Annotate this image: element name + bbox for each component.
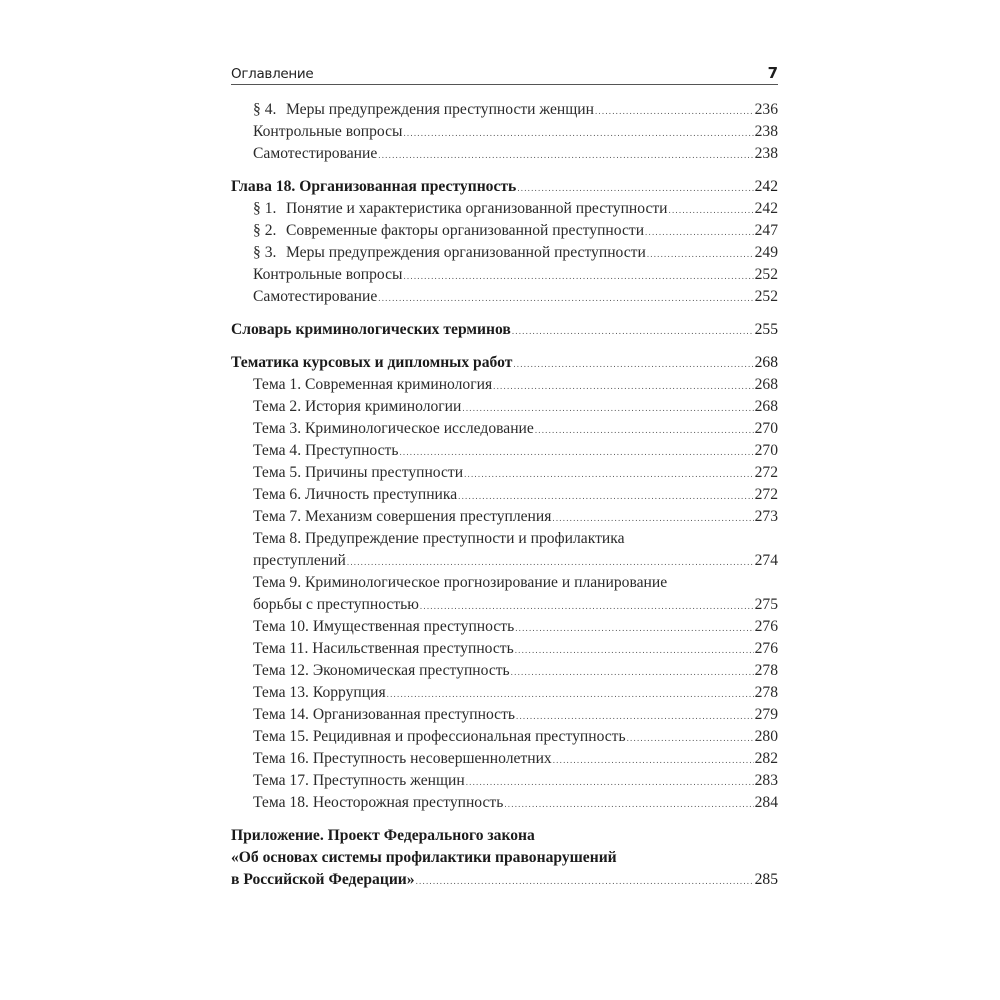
topic-label: Тема 4. Преступность <box>253 442 399 459</box>
chapter-page: 242 <box>754 178 778 195</box>
leader-dots <box>516 705 754 727</box>
chapter-title: Глава 18. Организованная преступность <box>231 178 517 195</box>
topic-row <box>253 550 778 572</box>
topic-row <box>253 748 778 770</box>
leader-dots <box>462 397 753 419</box>
toc-entry[interactable] <box>231 242 778 264</box>
topic-label: Тема 15. Рецидивная и профессиональная преступность <box>253 728 626 745</box>
running-title: Оглавление <box>231 66 314 82</box>
topic-row <box>253 638 778 660</box>
leader-dots <box>387 683 754 705</box>
entry-page: 249 <box>754 244 778 261</box>
topic-row <box>253 462 778 484</box>
topic-page: 272 <box>754 464 778 481</box>
toc-topics[interactable] <box>231 352 778 374</box>
table-of-contents <box>231 99 778 891</box>
entry-page: 252 <box>754 266 778 283</box>
toc-entry[interactable] <box>231 143 778 165</box>
topic-label: Тема 13. Коррупция <box>253 684 386 701</box>
entry-page: 247 <box>754 222 778 239</box>
topic-row <box>253 792 778 814</box>
leader-dots <box>403 122 753 144</box>
topic-row <box>253 506 778 528</box>
topic-row <box>253 594 778 616</box>
topic-page: 270 <box>754 442 778 459</box>
toc-entry[interactable] <box>231 264 778 286</box>
topic-entry[interactable] <box>231 396 778 418</box>
topic-label: Тема 11. Насильственная преступность <box>253 640 514 657</box>
section-number: § 2. <box>253 222 277 239</box>
topic-line-1: Тема 8. Предупреждение преступности и профилактика <box>253 530 625 547</box>
topic-entry[interactable] <box>231 418 778 440</box>
toc-entry[interactable] <box>231 286 778 308</box>
topic-entry[interactable] <box>231 506 778 528</box>
topic-label: Тема 10. Имущественная преступность <box>253 618 515 635</box>
toc-chapter-18[interactable] <box>231 176 778 198</box>
topic-entry[interactable] <box>231 682 778 704</box>
topic-row <box>253 616 778 638</box>
leader-dots <box>493 375 753 397</box>
topic-page: 268 <box>754 398 778 415</box>
topic-row <box>253 726 778 748</box>
topic-entry[interactable] <box>231 616 778 638</box>
topic-row <box>253 440 778 462</box>
leader-dots <box>347 551 754 573</box>
topic-label: борьбы с преступностью <box>253 596 419 613</box>
topic-entry[interactable] <box>231 374 778 396</box>
leader-dots <box>517 177 753 199</box>
topic-label: Тема 14. Организованная преступность <box>253 706 516 723</box>
book-page <box>231 62 778 891</box>
entry-label: Контрольные вопросы <box>253 266 403 283</box>
topic-label: Тема 18. Неосторожная преступность <box>253 794 504 811</box>
entry-label: Контрольные вопросы <box>253 123 403 140</box>
topic-label: Тема 12. Экономическая преступность <box>253 662 510 679</box>
topic-label: Тема 6. Личность преступника <box>253 486 458 503</box>
leader-dots <box>504 793 753 815</box>
topic-entry[interactable] <box>231 748 778 770</box>
leader-dots <box>552 507 753 529</box>
leader-dots <box>627 727 754 749</box>
appendix-page: 285 <box>754 871 778 888</box>
topic-label: Тема 5. Причины преступности <box>253 464 464 481</box>
section-number: § 4. <box>253 101 277 118</box>
topic-page: 279 <box>754 706 778 723</box>
leader-dots <box>535 419 754 441</box>
topic-entry[interactable] <box>231 660 778 682</box>
appendix-line-2: «Об основах системы профилактики правонарушений <box>231 849 617 866</box>
entry-label: Самотестирование <box>253 145 378 162</box>
topic-label: преступлений <box>253 552 346 569</box>
leader-dots <box>464 463 754 485</box>
leader-dots <box>378 287 753 309</box>
topic-page: 270 <box>754 420 778 437</box>
leader-dots <box>553 749 754 771</box>
leader-dots <box>458 485 753 507</box>
appendix-label: в Российской Федерации» <box>231 871 415 888</box>
toc-glossary[interactable] <box>231 319 778 341</box>
topics-list <box>231 374 778 814</box>
topic-row <box>253 484 778 506</box>
topic-entry[interactable] <box>231 770 778 792</box>
leader-dots <box>515 617 753 639</box>
entry-page: 236 <box>754 101 778 118</box>
topic-page: 284 <box>754 794 778 811</box>
toc-entry[interactable] <box>231 99 778 121</box>
topic-page: 278 <box>754 662 778 679</box>
topic-entry[interactable] <box>231 726 778 748</box>
topic-entry[interactable] <box>231 528 778 572</box>
topic-row <box>253 396 778 418</box>
topics-page: 268 <box>754 354 778 371</box>
toc-entry[interactable] <box>231 198 778 220</box>
leader-dots <box>511 661 754 683</box>
topic-page: 272 <box>754 486 778 503</box>
leader-dots <box>515 639 754 661</box>
leader-dots <box>416 870 754 892</box>
topic-page: 268 <box>754 376 778 393</box>
topic-page: 276 <box>754 640 778 657</box>
leader-dots <box>512 320 754 342</box>
topic-row <box>253 418 778 440</box>
glossary-title: Словарь криминологических терминов <box>231 321 511 338</box>
appendix-last-line <box>231 869 778 891</box>
topic-row <box>253 374 778 396</box>
topic-entry[interactable] <box>231 704 778 726</box>
section-number: § 3. <box>253 244 277 261</box>
topic-entry[interactable] <box>231 440 778 462</box>
entry-page: 252 <box>754 288 778 305</box>
topic-label: Тема 7. Механизм совершения преступления <box>253 508 552 525</box>
topic-row <box>253 660 778 682</box>
leader-dots <box>669 199 754 221</box>
entry-page: 238 <box>754 145 778 162</box>
topic-page: 280 <box>754 728 778 745</box>
leader-dots <box>645 221 754 243</box>
topic-label: Тема 2. История криминологии <box>253 398 462 415</box>
leader-dots <box>647 243 754 265</box>
topic-entry[interactable] <box>231 572 778 616</box>
topics-title: Тематика курсовых и дипломных работ <box>231 354 513 371</box>
topic-entry[interactable] <box>231 638 778 660</box>
leader-dots <box>420 595 754 617</box>
topic-page: 282 <box>754 750 778 767</box>
entry-label: Современные факторы организованной преступности <box>286 222 645 239</box>
glossary-page: 255 <box>754 321 778 338</box>
topic-entry[interactable] <box>231 792 778 814</box>
appendix-line-1: Приложение. Проект Федерального закона <box>231 827 535 844</box>
topic-row <box>253 704 778 726</box>
entry-page: 242 <box>754 200 778 217</box>
topic-label: Тема 17. Преступность женщин <box>253 772 465 789</box>
leader-dots <box>403 265 753 287</box>
page-number: 7 <box>767 64 778 82</box>
entry-label: Меры предупреждения преступности женщин <box>286 101 594 118</box>
topic-row <box>253 682 778 704</box>
entry-label: Понятие и характеристика организованной преступности <box>286 200 668 217</box>
topic-entry[interactable] <box>231 462 778 484</box>
topic-page: 276 <box>754 618 778 635</box>
topic-page: 273 <box>754 508 778 525</box>
leader-dots <box>378 144 753 166</box>
entry-label: Самотестирование <box>253 288 378 305</box>
topic-page: 283 <box>754 772 778 789</box>
topic-line-1: Тема 9. Криминологическое прогнозирование и планирование <box>253 574 668 591</box>
topic-page: 278 <box>754 684 778 701</box>
topic-entry[interactable] <box>231 484 778 506</box>
leader-dots <box>466 771 754 793</box>
leader-dots <box>513 353 753 375</box>
entry-page: 238 <box>754 123 778 140</box>
toc-entry[interactable] <box>231 220 778 242</box>
section-number: § 1. <box>253 200 277 217</box>
leader-dots <box>595 100 754 122</box>
entry-label: Меры предупреждения организованной преступности <box>286 244 646 261</box>
running-head <box>231 62 778 85</box>
topic-page: 275 <box>754 596 778 613</box>
topic-label: Тема 1. Современная криминология <box>253 376 493 393</box>
toc-entry[interactable] <box>231 121 778 143</box>
leader-dots <box>399 441 753 463</box>
toc-appendix[interactable] <box>231 825 778 891</box>
topic-label: Тема 3. Криминологическое исследование <box>253 420 534 437</box>
topic-page: 274 <box>754 552 778 569</box>
topic-row <box>253 770 778 792</box>
topic-label: Тема 16. Преступность несовершеннолетних <box>253 750 552 767</box>
